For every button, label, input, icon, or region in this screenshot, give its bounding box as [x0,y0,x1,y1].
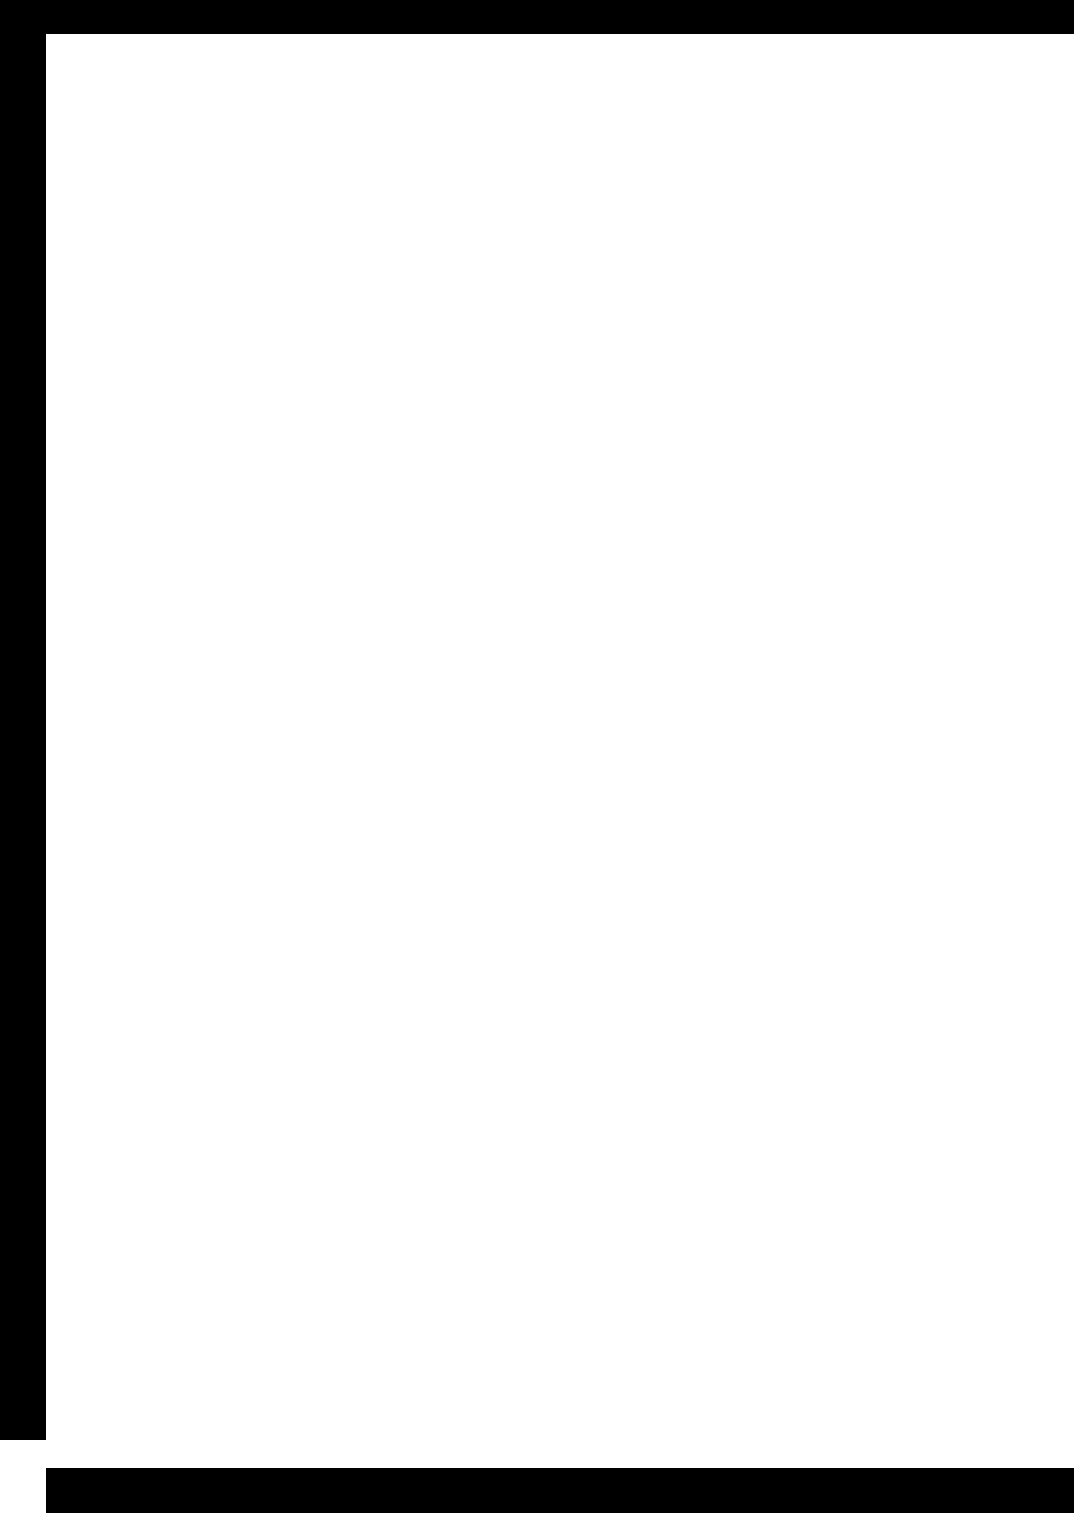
top-border-pattern [46,0,1074,34]
top-ornamental-border [46,0,1074,34]
bottom-border-pattern [46,1468,1074,1513]
lower-text-block [42,802,1052,1442]
left-margin-strip [0,0,46,1440]
bottom-ornamental-border [46,1468,1074,1513]
upper-text-block [42,72,1052,752]
